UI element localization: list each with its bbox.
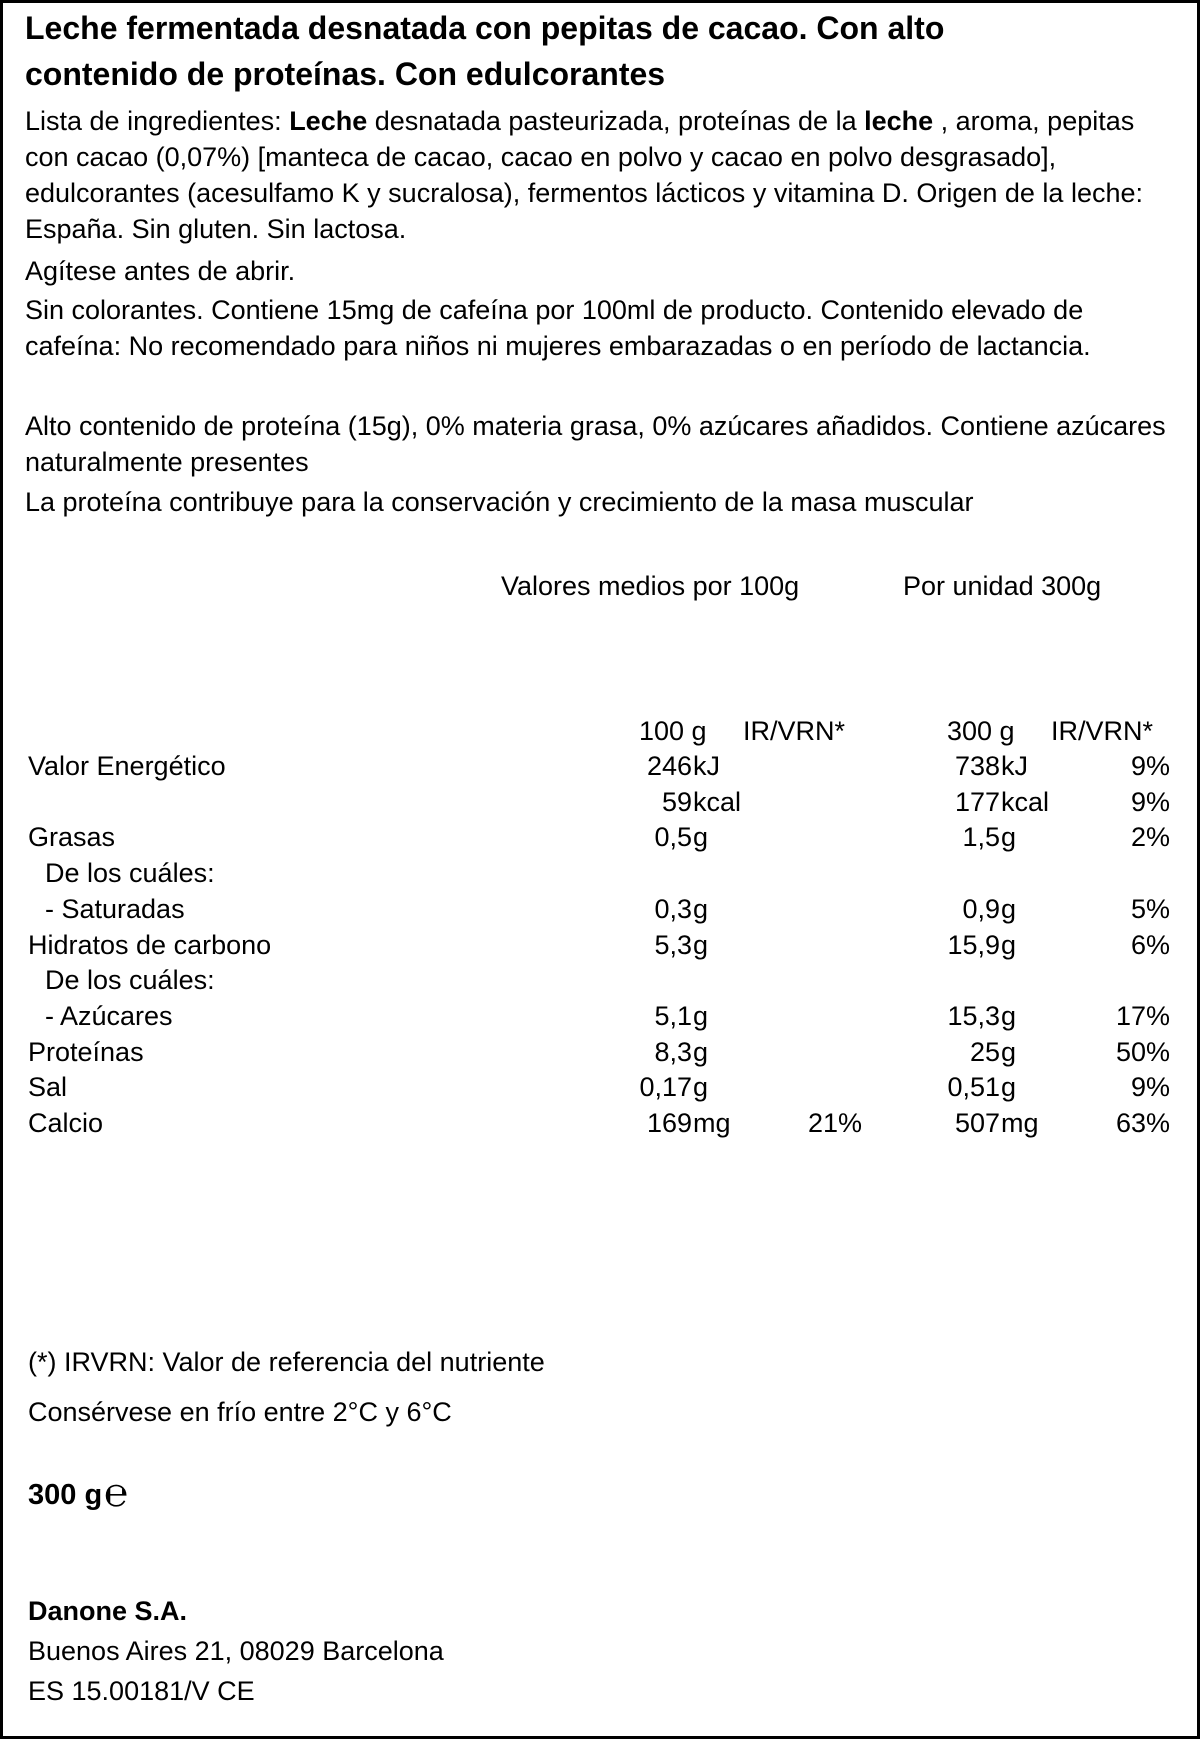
value-100g: 59 [661, 787, 692, 817]
ir-vrn-300g: 5% [1130, 894, 1170, 924]
company-registry: ES 15.00181/V CE [28, 1676, 255, 1706]
nutrient-label: - Azúcares [45, 1001, 173, 1031]
unit-100g: g [693, 822, 709, 852]
value-300g: 0,51 [947, 1072, 1000, 1102]
ingredients-prefix: Lista de ingredientes: [25, 106, 290, 136]
net-weight-value: 300 g [28, 1479, 103, 1511]
estimated-e-mark-icon: ℮ [104, 1469, 129, 1516]
unit-300g: g [1001, 822, 1017, 852]
unit-300g: kJ [1001, 751, 1028, 781]
value-300g: 15,3 [947, 1001, 1000, 1031]
ir-vrn-300g: 17% [1115, 1001, 1170, 1031]
company-address: Buenos Aires 21, 08029 Barcelona [28, 1636, 444, 1666]
nutrient-label: Sal [28, 1072, 68, 1102]
unit-100g: g [693, 1001, 709, 1031]
ir-vrn-300g: 2% [1130, 822, 1170, 852]
unit-100g: g [693, 1072, 709, 1102]
product-title-line2: contenido de proteínas. Con edulcorantes [25, 56, 666, 92]
nutrient-label: Hidratos de carbono [28, 930, 272, 960]
net-weight [28, 1469, 129, 1516]
nutrient-label: Calcio [28, 1108, 104, 1138]
value-300g: 0,9 [962, 894, 1000, 924]
value-100g: 5,3 [654, 930, 692, 960]
col-header-ir-1: IR/VRN* [743, 716, 846, 746]
col-header-300g: 300 g [947, 716, 1015, 746]
value-300g: 738 [954, 751, 1000, 781]
unit-300g: g [1001, 930, 1017, 960]
unit-100g: kcal [693, 787, 742, 817]
value-100g: 5,1 [654, 1001, 692, 1031]
ir-vrn-300g: 50% [1115, 1037, 1170, 1067]
col-header-100g: 100 g [639, 716, 707, 746]
ingredients-part2: , aroma, pepitas con cacao (0,07%) [manteca de cacao, cacao en polvo y cacao en polvo desgrasado], edulcorantes (acesulfamo K y sucralosa), fermentos lácticos y vitamina D. Origen de la leche: España. Sin gluten. Sin lactosa. [25, 106, 1143, 244]
unit-100g: g [693, 1037, 709, 1067]
value-300g: 1,5 [962, 822, 1000, 852]
col-header-ir-2: IR/VRN* [1051, 716, 1154, 746]
ir-vrn-300g: 6% [1130, 930, 1170, 960]
protein-note: Alto contenido de proteína (15g), 0% materia grasa, 0% azúcares añadidos. Contiene azúcares naturalmente presentes [25, 411, 1166, 477]
unit-100g: kJ [693, 751, 720, 781]
ingredient-bold-leche-2: leche [864, 106, 934, 136]
shake-note: Agítese antes de abrir. [25, 256, 296, 286]
nutrient-label: - Saturadas [45, 894, 185, 924]
nutrient-label: Proteínas [28, 1037, 144, 1067]
value-100g: 246 [646, 751, 692, 781]
storage-note: Consérvese en frío entre 2°C y 6°C [28, 1397, 452, 1427]
unit-300g: g [1001, 1037, 1017, 1067]
unit-100g: mg [693, 1108, 731, 1138]
ir-vrn-100g: 21% [807, 1108, 862, 1138]
ingredients-list [25, 103, 1175, 247]
value-300g: 177 [954, 787, 1000, 817]
header-per-unit: Por unidad 300g [903, 571, 1102, 601]
ir-vrn-300g: 63% [1115, 1108, 1170, 1138]
unit-300g: g [1001, 1072, 1017, 1102]
ingredient-bold-leche: Leche [289, 106, 368, 136]
unit-300g: g [1001, 894, 1017, 924]
value-300g: 507 [954, 1108, 1000, 1138]
value-100g: 0,5 [654, 822, 692, 852]
ir-vrn-300g: 9% [1130, 1072, 1170, 1102]
ingredients-part1: desnatada pasteurizada, proteínas de la [367, 106, 865, 136]
footnote: (*) IRVRN: Valor de referencia del nutriente [28, 1347, 545, 1377]
unit-100g: g [693, 894, 709, 924]
unit-300g: g [1001, 1001, 1017, 1031]
protein-claim: La proteína contribuye para la conservación y crecimiento de la masa muscular [25, 487, 974, 517]
value-100g: 0,3 [654, 894, 692, 924]
nutrient-label: De los cuáles: [45, 858, 215, 888]
value-300g: 25 [969, 1037, 1000, 1067]
caffeine-note: Sin colorantes. Contiene 15mg de cafeína por 100ml de producto. Contenido elevado de cafeína: No recomendado para niños ni mujeres embarazadas o en período de lactancia. [25, 295, 1091, 361]
nutrient-label: Valor Energético [28, 751, 226, 781]
product-title [25, 5, 944, 97]
value-100g: 8,3 [654, 1037, 692, 1067]
ir-vrn-300g: 9% [1130, 787, 1170, 817]
unit-300g: mg [1001, 1108, 1039, 1138]
ir-vrn-300g: 9% [1130, 751, 1170, 781]
nutrient-label: De los cuáles: [45, 965, 215, 995]
value-100g: 0,17 [639, 1072, 692, 1102]
product-title-line1: Leche fermentada desnatada con pepitas de cacao. Con alto [25, 10, 945, 46]
unit-100g: g [693, 930, 709, 960]
nutrient-label: Grasas [28, 822, 116, 852]
value-100g: 169 [646, 1108, 692, 1138]
value-300g: 15,9 [947, 930, 1000, 960]
company-name: Danone S.A. [28, 1596, 188, 1626]
header-per-100g: Valores medios por 100g [501, 571, 800, 601]
unit-300g: kcal [1001, 787, 1050, 817]
